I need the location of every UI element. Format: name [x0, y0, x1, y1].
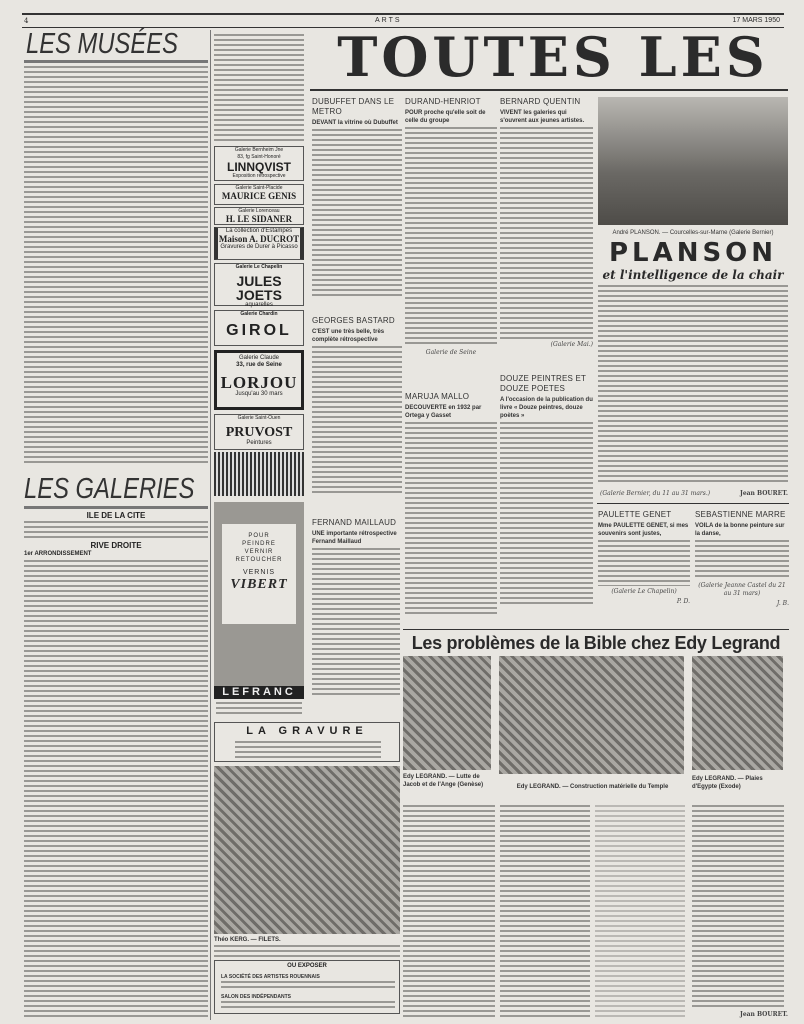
article-lead: UNE importante rétrospective Fernand Maillaud	[312, 531, 397, 545]
article-marre	[695, 510, 789, 608]
planson-subtitle: et l'intelligence de la chair	[602, 268, 784, 282]
ad-gallery: Galerie Claude	[238, 355, 280, 361]
section-rule	[597, 503, 789, 504]
article-body	[695, 540, 789, 580]
legrand-title: Les problèmes de la Bible chez Edy Legrand	[411, 633, 781, 653]
article-genet	[598, 510, 690, 606]
ad-gallery: Galerie Le Chapelin	[235, 264, 283, 270]
ad-lorjou	[214, 350, 304, 410]
section-arrondissement: 1er ARRONDISSEMENT	[24, 551, 92, 557]
article-source: (Galerie Le Chapelin)	[611, 588, 677, 595]
legrand-jacob-image	[403, 656, 491, 770]
ad-ducrot	[214, 227, 304, 260]
ad-artist: LORJOU	[220, 373, 298, 392]
article-lead: C'EST une très belle, très complète rétrospective	[312, 329, 385, 343]
legrand-caption: Edy LEGRAND. — Construction matérielle du Temple	[516, 784, 669, 790]
article-durand-henriot	[405, 97, 497, 357]
article-bastard	[312, 316, 402, 496]
ad-artist: GIROL	[226, 322, 292, 339]
article-source: (Galerie Jeanne Castel du 21 au 31 mars)	[698, 582, 786, 597]
ad-girol	[214, 310, 304, 346]
la-gravure-ad	[214, 722, 400, 762]
article-lead: POUR proche qu'elle soit de celle du groupe	[405, 110, 486, 124]
ad-line: Peintures	[246, 440, 272, 446]
page-number: 4	[24, 17, 29, 25]
easel-canvas	[222, 524, 296, 624]
article-douze-peintres	[500, 374, 593, 607]
section-rive-droite: RIVE DROITE	[90, 541, 142, 550]
ad-gallery: Galerie Saint-Placide	[235, 185, 283, 191]
box-item-text	[221, 1001, 395, 1011]
article-lead: VIVENT les galeries qui s'ouvrent aux jeunes artistes.	[500, 110, 585, 124]
ad-artist: H. LE SIDANER	[225, 214, 293, 224]
section-ile-de-la-cite: ILE DE LA CITE	[86, 511, 146, 520]
article-heading-genet: PAULETTE GENET	[598, 510, 672, 519]
legrand-author: Jean BOURET.	[740, 1011, 788, 1018]
ad-jules-joets	[214, 263, 304, 306]
legrand-egypt-image	[692, 656, 783, 770]
article-heading-maillaud: FERNAND MAILLAUD	[312, 518, 397, 527]
ad-pruvost	[214, 414, 304, 450]
article-heading-douze-peintres: DOUZE PEINTRES ET DOUZE POETES	[500, 374, 586, 393]
galleries-heading: LES GALERIES	[24, 473, 195, 505]
article-heading-durand-henriot: DURAND-HENRIOT	[405, 97, 481, 106]
ad-artist: MAURICE GENIS	[221, 191, 297, 201]
article-lead: DEVANT la vitrine où Dubuffet	[312, 120, 398, 126]
article-body	[500, 127, 593, 339]
museums-underline	[24, 60, 208, 63]
article-body	[312, 346, 402, 496]
ad-gallery: Galerie Saint-Ouen	[237, 415, 281, 421]
ad-gallery: Galerie Lorenceau	[238, 208, 280, 214]
article-lead: VOILA de la bonne peinture sur la danse,	[695, 523, 785, 537]
museums-heading: LES MUSÉES	[26, 28, 178, 60]
planson-photo-caption: André PLANSON. — Courcelles-sur-Marne (Galerie Bernier)	[612, 230, 774, 236]
article-body	[405, 127, 497, 347]
section-rule	[403, 629, 789, 630]
issue-date: 17 MARS 1950	[732, 17, 780, 24]
publication-title: ARTS	[375, 17, 402, 24]
barcode-ad-image	[214, 452, 304, 496]
legrand-body	[403, 805, 495, 1019]
ad-text: VERNIR	[244, 549, 274, 555]
ad-line: Exposition rétrospective	[232, 173, 286, 179]
legrand-temple-image	[499, 656, 684, 774]
filets-painting-image	[214, 766, 400, 934]
ad-text: VERNIS	[242, 569, 276, 576]
legrand-caption: Edy LEGRAND. — Lutte de Jacob et de l'Ange (Genèse)	[403, 774, 484, 788]
article-heading-dubuffet: DUBUFFET DANS LE METRO	[312, 97, 395, 116]
box-title: OU EXPOSER	[287, 963, 327, 969]
cite-listing-text	[24, 521, 208, 539]
ad-address: 83, fg Saint-Honoré	[237, 154, 281, 160]
ad-le-sidaner	[214, 207, 304, 225]
article-lead: DECOUVERTE en 1932 par Ortega y Gasset	[405, 405, 482, 419]
article-mallo	[405, 392, 497, 617]
article-heading-bastard: GEORGES BASTARD	[312, 316, 395, 325]
ad-gallery: La collection d'Estampes	[225, 228, 293, 234]
box-item-text	[221, 981, 395, 991]
article-heading-marre: SEBASTIENNE MARRE	[695, 510, 786, 519]
ad-artist: PRUVOST	[225, 425, 293, 440]
planson-credits	[600, 490, 788, 498]
ad-text: POUR	[248, 533, 270, 539]
ad-address-text	[216, 702, 302, 716]
article-body	[500, 422, 593, 607]
ad-line: aquarelles	[245, 302, 273, 308]
ad-gallery: Galerie Bernheim Jne	[234, 147, 284, 153]
notices-text	[214, 34, 304, 142]
ad-linnqvist	[214, 146, 304, 181]
ad-artist: JULES JOETS	[236, 273, 282, 303]
ad-artist: Maison A. DUCROT	[218, 234, 300, 244]
ad-line: Jusqu'au 30 mars	[235, 391, 283, 397]
planson-title: PLANSON	[608, 238, 778, 268]
article-lead: A l'occasion de la publication du livre « Douze peintres, douze poètes »	[500, 397, 593, 419]
ad-address: 33, rue de Seine	[236, 362, 282, 368]
planson-painting-image	[598, 97, 788, 225]
galleries-listing-text	[24, 560, 208, 1019]
article-author: P. D.	[676, 598, 690, 605]
vibert-ad	[214, 502, 304, 686]
ad-title: LA GRAVURE	[246, 725, 368, 737]
ad-maurice-genis	[214, 184, 304, 205]
headline: TOUTES LES	[337, 25, 769, 89]
article-body	[312, 548, 400, 698]
legrand-body	[500, 805, 590, 1019]
article-quentin	[500, 97, 593, 349]
article-body	[312, 129, 402, 299]
legrand-body-quote	[595, 805, 685, 1019]
article-source: Galerie de Seine	[425, 349, 477, 356]
planson-source: (Galerie Bernier, du 11 au 31 mars.)	[600, 490, 711, 497]
headline-rule	[310, 89, 788, 91]
ad-text: RETOUCHER	[235, 557, 283, 563]
planson-body	[598, 285, 788, 485]
column-rule	[210, 30, 211, 1020]
article-heading-quentin: BERNARD QUENTIN	[500, 97, 581, 106]
planson-author: Jean BOURET.	[740, 490, 788, 497]
ad-text: PEINDRE	[242, 541, 276, 547]
article-source: (Galerie Mai.)	[550, 341, 593, 348]
article-lead: Mme PAULETTE GENET, si mes souvenirs sont justes,	[598, 523, 689, 537]
painting-caption-text	[214, 945, 400, 957]
ad-artist: LINNQVIST	[226, 160, 291, 174]
painting-caption: Théo KERG. — FILETS.	[214, 937, 281, 943]
article-dubuffet	[312, 97, 402, 299]
lefranc-logo: LEFRANC	[214, 686, 304, 699]
article-body	[598, 540, 690, 586]
box-item: SALON DES INDÉPENDANTS	[221, 994, 292, 1000]
top-rule	[22, 13, 784, 15]
museums-listing-text	[24, 66, 208, 464]
legrand-body	[692, 805, 784, 1007]
ad-line: Gravures de Durer à Picasso	[220, 244, 298, 250]
article-maillaud	[312, 518, 400, 698]
box-item: LA SOCIÉTÉ DES ARTISTES ROUENNAIS	[221, 974, 320, 980]
ad-brand: VIBERT	[230, 577, 288, 592]
article-author: J. B.	[776, 600, 789, 607]
article-heading-mallo: MARUJA MALLO	[405, 392, 470, 401]
article-body	[405, 422, 497, 617]
legrand-caption: Edy LEGRAND. — Plaies d'Egypte (Exode)	[692, 776, 763, 790]
where-to-exhibit-box	[214, 960, 400, 1014]
ad-body-text	[235, 741, 381, 759]
ad-gallery: Galerie Chardin	[240, 311, 278, 317]
galleries-underline	[24, 506, 208, 509]
